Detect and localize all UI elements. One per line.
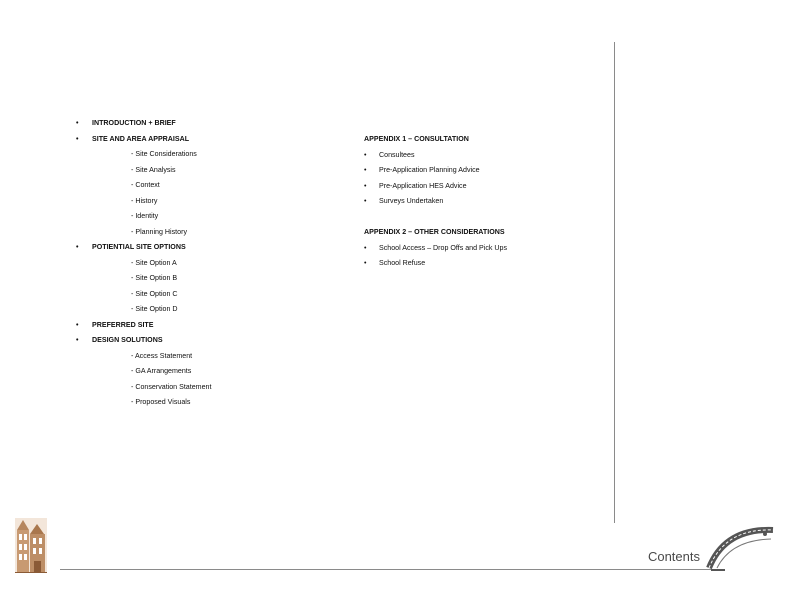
toc-heading-appendix-2: APPENDIX 2 – OTHER CONSIDERATIONS: [364, 228, 505, 236]
toc-heading-design-solutions: • DESIGN SOLUTIONS: [76, 333, 211, 349]
toc-appendix-item: • Pre-Application HES Advice: [363, 179, 507, 195]
contents-left-column: [76, 116, 211, 411]
page-title: Contents: [647, 549, 700, 564]
contents-right-column: [363, 132, 507, 272]
toc-subitem: - Site Considerations: [131, 150, 197, 158]
toc-subitem: - Conservation Statement: [131, 382, 212, 391]
toc-subitem: - History: [131, 196, 158, 205]
vertical-divider: [614, 42, 615, 523]
toc-heading-site-appraisal: • SITE AND AREA APPRAISAL: [76, 132, 211, 148]
curved-seal-logo-icon: [705, 522, 777, 572]
toc-subitem: - Identity: [131, 212, 159, 220]
toc-heading-appendix-1: APPENDIX 1 – CONSULTATION: [364, 135, 469, 143]
toc-appendix-item: • School Access – Drop Offs and Pick Ups: [363, 241, 507, 257]
toc-appendix-item: • School Refuse: [363, 256, 507, 272]
toc-subitem: - Site Analysis: [131, 165, 176, 174]
building-illustration-icon: [14, 516, 48, 574]
toc-appendix-item: • Pre-Application Planning Advice: [363, 163, 507, 179]
toc-subitem: - Site Option B: [131, 274, 178, 282]
spacer: [363, 210, 507, 226]
toc-subitem: - Site Option C: [131, 289, 178, 298]
toc-subitem: - Planning History: [131, 227, 187, 236]
toc-appendix-item: • Consultees: [363, 148, 507, 164]
toc-heading-introduction: • INTRODUCTION + BRIEF: [76, 116, 211, 132]
toc-subitem: - Site Option A: [131, 258, 177, 267]
toc-heading-site-options: • POTIENTIAL SITE OPTIONS: [76, 240, 211, 256]
toc-subitem: - Context: [131, 181, 160, 189]
footer-rule: [60, 569, 712, 570]
toc-subitem: - GA Arrangements: [131, 367, 192, 375]
toc-appendix-item: • Surveys Undertaken: [363, 194, 507, 210]
toc-heading-preferred-site: • PREFERRED SITE: [76, 318, 211, 334]
toc-subitem: - Site Option D: [131, 305, 178, 313]
toc-subitem: - Access Statement: [131, 351, 193, 360]
toc-subitem: - Proposed Visuals: [131, 398, 191, 406]
